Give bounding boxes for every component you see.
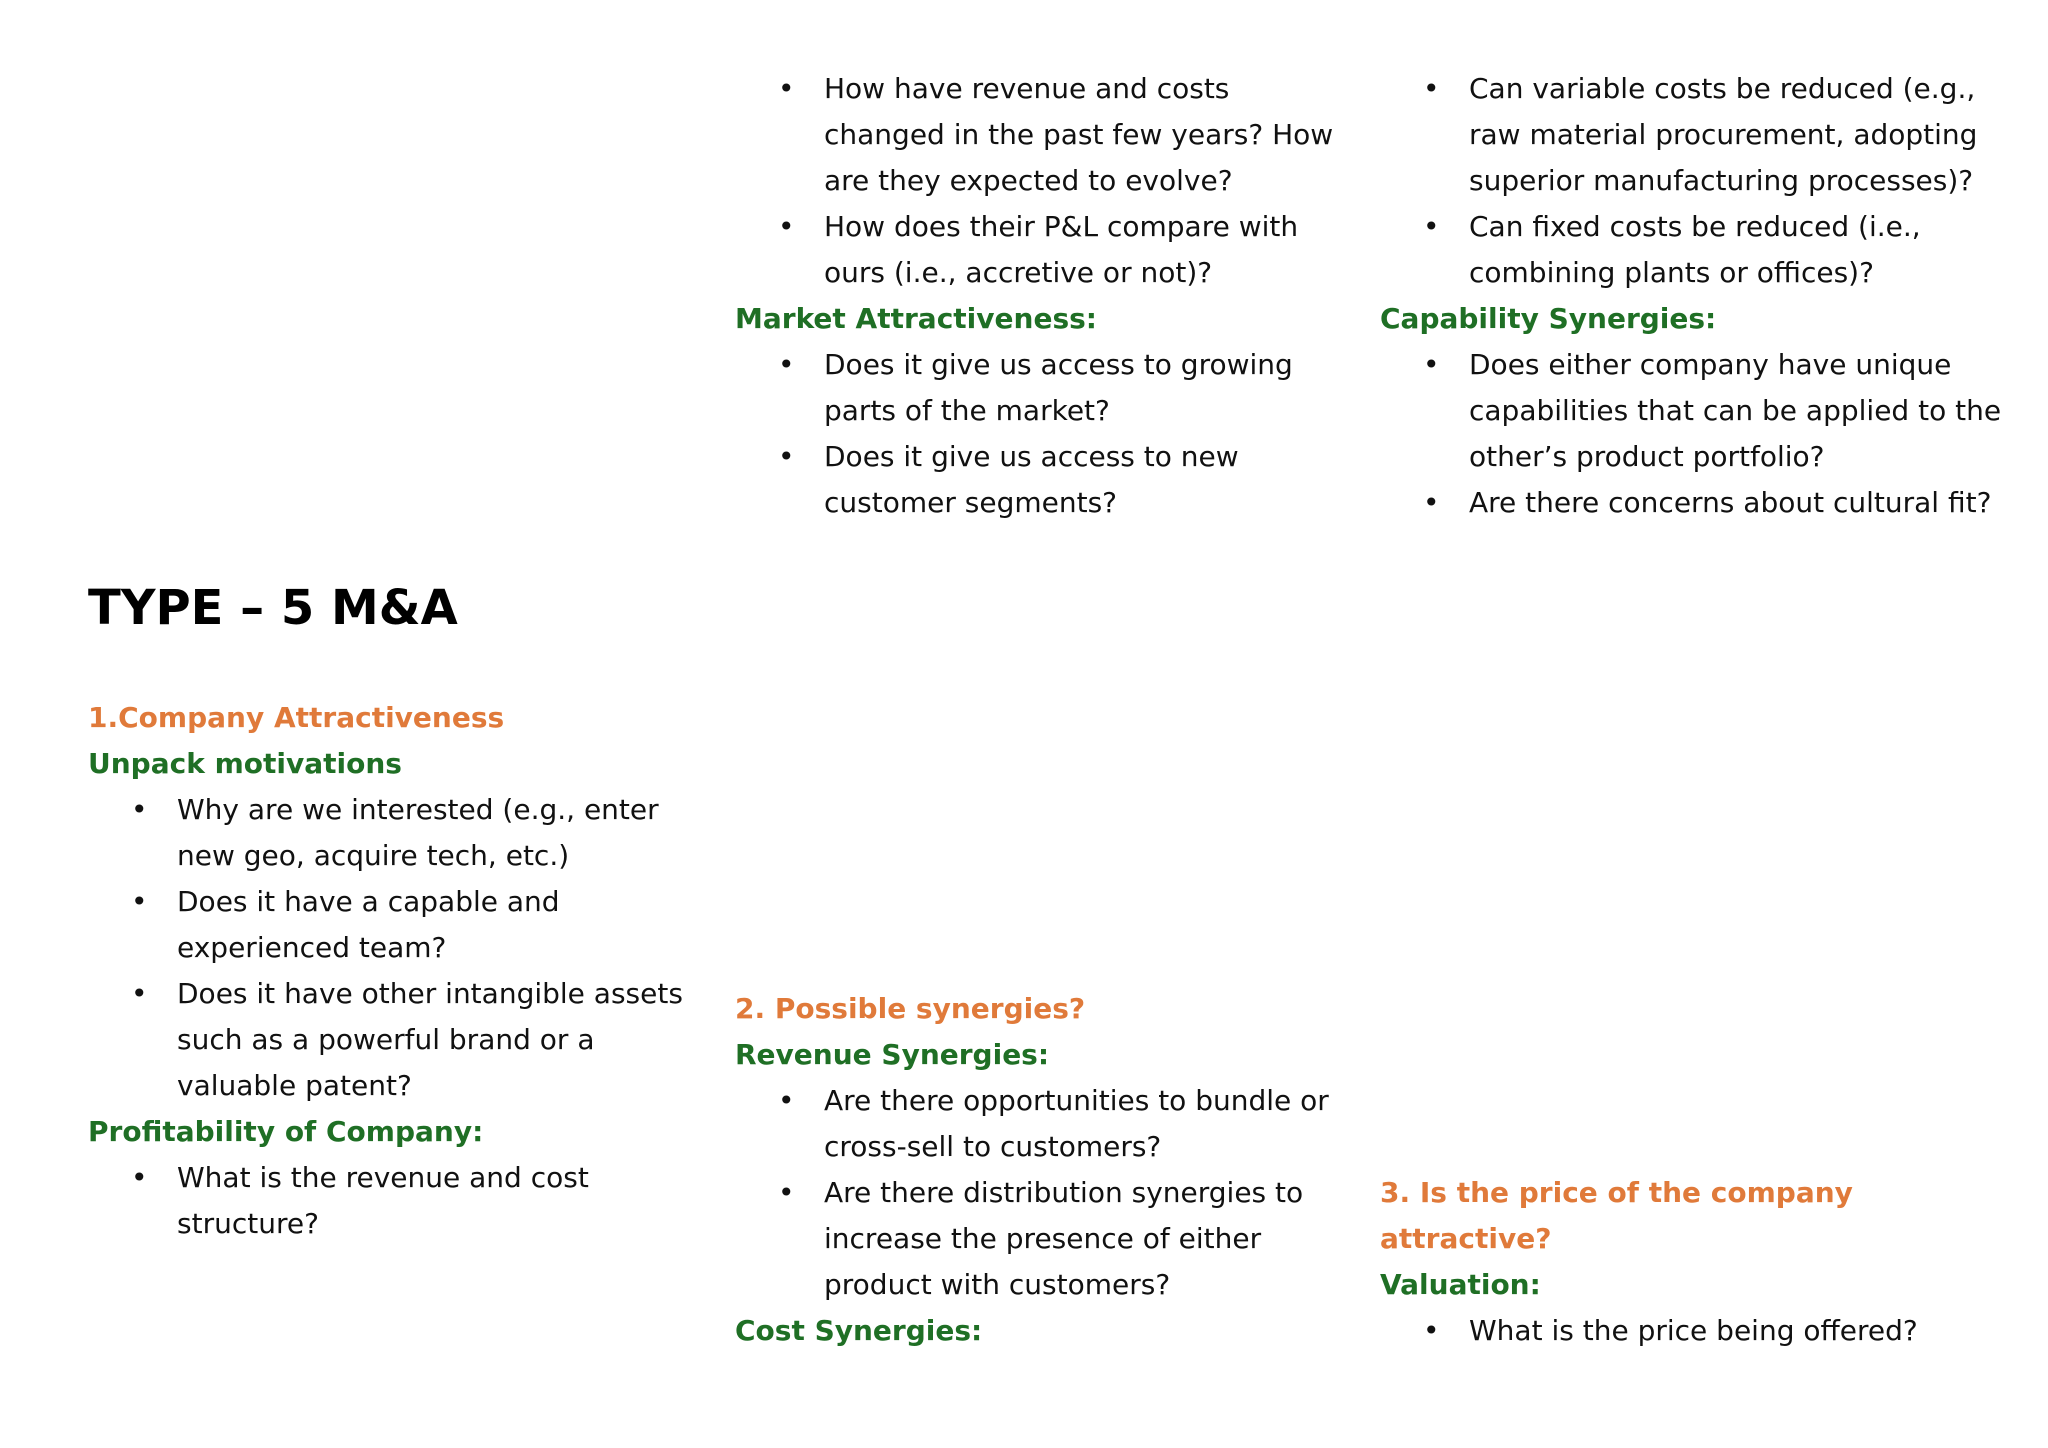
list-item: • Does either company have unique capabilities that can be applied to the other’s product portfolio? — [1469, 342, 2020, 480]
list-item: • Can variable costs be reduced (e.g., raw material procurement, adopting superior manufacturing processes)? — [1469, 66, 2020, 204]
cost-synergies-heading: Cost Synergies: — [735, 1314, 983, 1347]
list-item: • Why are we interested (e.g., enter new geo, acquire tech, etc.) — [177, 787, 688, 879]
profitability-heading: Profitability of Company: — [88, 1115, 484, 1148]
revenue-synergies-heading: Revenue Synergies: — [735, 1038, 1050, 1071]
capability-synergies-heading: Capability Synergies: — [1380, 302, 1717, 335]
list-item: • Does it give us access to new customer segments? — [824, 434, 1355, 526]
list-item: • What is the revenue and cost structure? — [177, 1155, 688, 1247]
profitability-list-continued — [735, 66, 1355, 296]
list-item: • Are there distribution synergies to increase the presence of either product with customers? — [824, 1170, 1355, 1308]
list-item: • What is the price being offered? — [1469, 1308, 2020, 1354]
cost-synergies-list — [1380, 66, 2020, 296]
list-item: • Can fixed costs be reduced (i.e., combining plants or offices)? — [1469, 204, 2020, 296]
list-item: • Are there concerns about cultural fit? — [1469, 480, 2020, 526]
list-item: • Does it have a capable and experienced team? — [177, 879, 688, 971]
list-item: • How have revenue and costs changed in the past few years? How are they expected to evolve? — [824, 66, 1355, 204]
list-item: • Does it have other intangible assets such as a powerful brand or a valuable patent? — [177, 971, 688, 1109]
list-item: • Does it give us access to growing parts of the market? — [824, 342, 1355, 434]
valuation-list — [1380, 1308, 2020, 1354]
market-list — [735, 342, 1355, 526]
company-attractiveness-section — [88, 695, 688, 1247]
unpack-motivations-heading: Unpack motivations — [88, 747, 402, 780]
price-attractiveness-section — [1380, 1170, 2020, 1354]
capability-synergies-list — [1380, 342, 2020, 526]
list-item: • Are there opportunities to bundle or cross-sell to customers? — [824, 1078, 1355, 1170]
cost-and-capability-synergies-section — [1380, 66, 2020, 526]
list-item: • How does their P&L compare with ours (i.e., accretive or not)? — [824, 204, 1355, 296]
company-attractiveness-heading: 1.Company Attractiveness — [88, 701, 505, 734]
page-title: TYPE – 5 M&A — [88, 580, 458, 636]
possible-synergies-section — [735, 986, 1355, 1354]
revenue-synergies-list — [735, 1078, 1355, 1308]
profitability-continued-section — [735, 66, 1355, 526]
price-attractiveness-heading: 3. Is the price of the company attractive? — [1380, 1176, 1853, 1255]
possible-synergies-heading: 2. Possible synergies? — [735, 992, 1086, 1025]
profitability-list — [88, 1155, 688, 1247]
market-attractiveness-heading: Market Attractiveness: — [735, 302, 1097, 335]
motivations-list — [88, 787, 688, 1109]
valuation-heading: Valuation: — [1380, 1268, 1541, 1301]
